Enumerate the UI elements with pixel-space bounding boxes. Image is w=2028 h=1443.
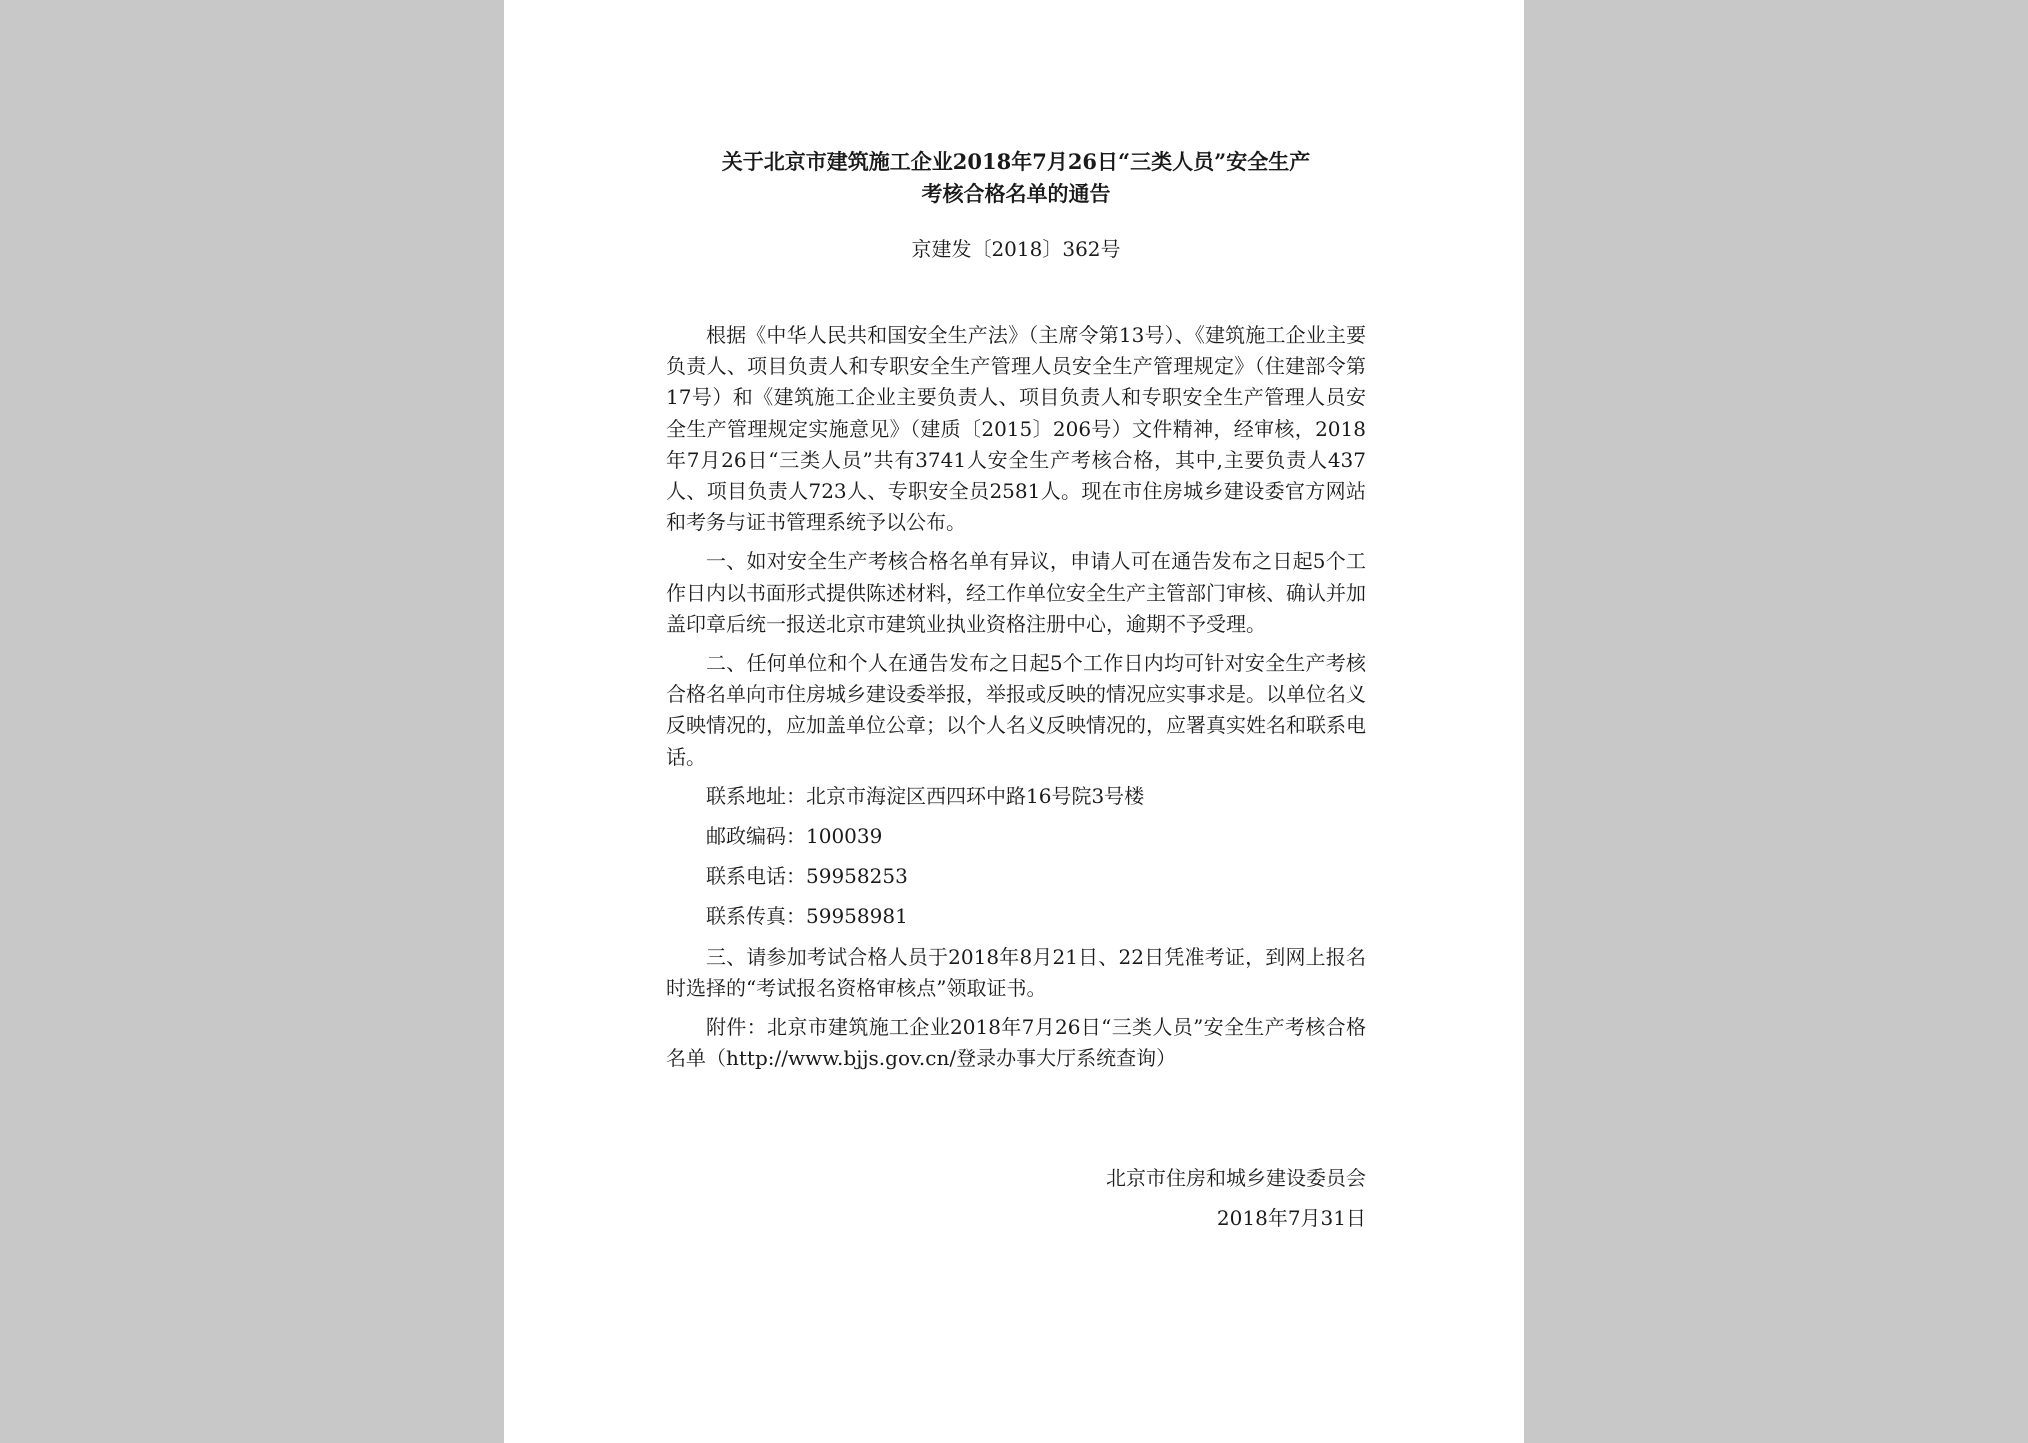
title-line-2: 考核合格名单的通告 bbox=[921, 181, 1111, 206]
paragraph-one: 一、如对安全生产考核合格名单有异议，申请人可在通告发布之日起5个工作日内以书面形式提供陈述材料，经工作单位安全生产主管部门审核、确认并加盖印章后统一报送北京市建筑业执业资格注册中心，逾期不予受理。 bbox=[666, 549, 1366, 636]
document-body bbox=[666, 320, 1366, 1074]
intro-paragraph: 根据《中华人民共和国安全生产法》（主席令第13号）、《建筑施工企业主要负责人、项目负责人和专职安全生产管理人员安全生产管理规定》（住建部令第17号）和《建筑施工企业主要负责人、项目负责人和专职安全生产管理人员安全生产管理规定实施意见》（建质〔2015〕206号）文件精神，经审核，2018年7月26日“三类人员”共有3741人安全生产考核合格，其中,主要负责人437人、项目负责人723人、专职安全员2581人。现在市住房城乡建设委官方网站和考务与证书管理系统予以公布。 bbox=[666, 323, 1366, 535]
contact-postcode: 邮政编码：100039 bbox=[706, 824, 883, 849]
document-number: 京建发〔2018〕362号 bbox=[911, 237, 1121, 261]
issue-date: 2018年7月31日 bbox=[1216, 1206, 1366, 1231]
signature-block bbox=[666, 1158, 1366, 1238]
contact-phone: 联系电话：59958253 bbox=[706, 864, 908, 889]
document-page bbox=[504, 0, 1524, 1443]
document-title bbox=[666, 146, 1366, 210]
issuer-name: 北京市住房和城乡建设委员会 bbox=[1106, 1166, 1366, 1191]
paragraph-two: 二、任何单位和个人在通告发布之日起5个工作日内均可针对安全生产考核合格名单向市住房城乡建设委举报，举报或反映的情况应实事求是。以单位名义反映情况的，应加盖单位公章；以个人名义反映情况的，应署真实姓名和联系电话。 bbox=[666, 651, 1366, 769]
paragraph-three: 三、请参加考试合格人员于2018年8月21日、22日凭准考证，到网上报名时选择的“考试报名资格审核点”领取证书。 bbox=[666, 944, 1366, 1000]
attachment-note: 附件：北京市建筑施工企业2018年7月26日“三类人员”安全生产考核合格名单（http://www.bjjs.gov.cn/登录办事大厅系统查询） bbox=[666, 1015, 1366, 1071]
contact-address: 联系地址：北京市海淀区西四环中路16号院3号楼 bbox=[706, 783, 1145, 808]
contact-fax: 联系传真：59958981 bbox=[706, 904, 908, 929]
title-line-1: 关于北京市建筑施工企业2018年7月26日“三类人员”安全生产 bbox=[721, 149, 1311, 174]
